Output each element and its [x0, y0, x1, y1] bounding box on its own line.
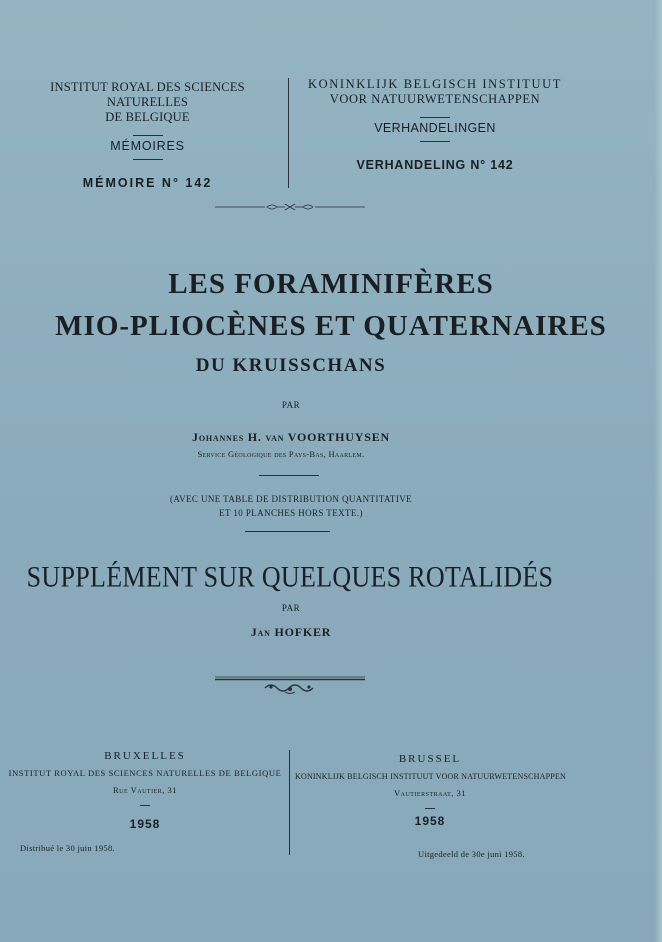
footer-left-dash — [140, 805, 150, 806]
header-right-institute-line1: KONINKLIJK BELGISCH INSTITUUT — [307, 77, 563, 91]
header-right-rule-top — [420, 117, 450, 118]
note-line-2: ET 10 PLANCHES HORS TEXTE.) — [219, 508, 363, 518]
fleuron-ornament — [215, 674, 365, 696]
page-edge — [654, 0, 662, 942]
footer-right-year: 1958 — [414, 814, 446, 828]
distribution-date-nl: Uitgedeeld de 30e juni 1958. — [418, 849, 525, 859]
rule-after-affiliation — [259, 475, 319, 476]
note-line-1: (AVEC UNE TABLE DE DISTRIBUTION QUANTITATIVE — [169, 494, 413, 504]
supplement-title: SUPPLÉMENT SUR QUELQUES ROTALIDÉS — [26, 560, 554, 594]
title-line-2: MIO-PLIOCÈNES ET QUATERNAIRES — [55, 310, 607, 342]
footer-divider — [289, 750, 290, 855]
footer-right-city: BRUSSEL — [398, 753, 462, 765]
header-left-rule-bottom — [133, 159, 163, 160]
header-left-rule-top — [133, 135, 163, 136]
header-left-memoir-number: MÉMOIRE N° 142 — [82, 176, 213, 190]
header-right-institute-line2: VOOR NATUURWETENSCHAPPEN — [329, 92, 541, 106]
par-label-2: PAR — [281, 603, 301, 613]
affiliation-1: Service Géologique des Pays-Bas, Haarlem. — [197, 449, 365, 459]
author-2: Jan HOFKER — [250, 625, 332, 639]
note-block — [0, 492, 582, 520]
header-right-block — [300, 77, 570, 173]
header-divider — [288, 78, 289, 188]
distribution-date-fr: Distribué le 30 juin 1958. — [20, 843, 115, 853]
title-line-1: LES FORAMINIFÈRES — [168, 268, 494, 300]
footer-right-dash — [425, 808, 435, 809]
footer-left-institute: INSTITUT ROYAL DES SCIENCES NATURELLES DE BELGIQUE — [8, 768, 282, 778]
header-left-block — [10, 80, 285, 191]
footer-right-address: Vautierstraat, 31 — [393, 788, 467, 798]
footer-right-block — [295, 751, 565, 830]
header-left-institute-line1: INSTITUT ROYAL DES SCIENCES NATURELLES — [50, 80, 245, 109]
footer-left-year: 1958 — [129, 817, 161, 831]
header-left-series: MÉMOIRES — [110, 139, 185, 153]
par-label-1: PAR — [281, 400, 301, 410]
header-right-memoir-number: VERHANDELING N° 142 — [356, 158, 514, 172]
header-right-series: VERHANDELINGEN — [374, 121, 496, 135]
footer-right-institute: KONINKLIJK BELGISCH INSTITUUT VOOR NATUURWETENSCHAPPEN — [295, 772, 566, 781]
header-right-rule-bottom — [420, 141, 450, 142]
rule-before-supplement — [245, 531, 330, 532]
header-left-institute-line2: DE BELGIQUE — [105, 110, 190, 124]
footer-left-city: BRUXELLES — [104, 750, 186, 762]
footer-left-address: Rue Vautier, 31 — [112, 785, 178, 795]
title-line-3: DU KRUISSCHANS — [195, 355, 387, 376]
footer-left-block — [0, 748, 290, 833]
author-1: Johannes H. van VOORTHUYSEN — [192, 430, 390, 444]
divider-ornament — [215, 202, 365, 212]
